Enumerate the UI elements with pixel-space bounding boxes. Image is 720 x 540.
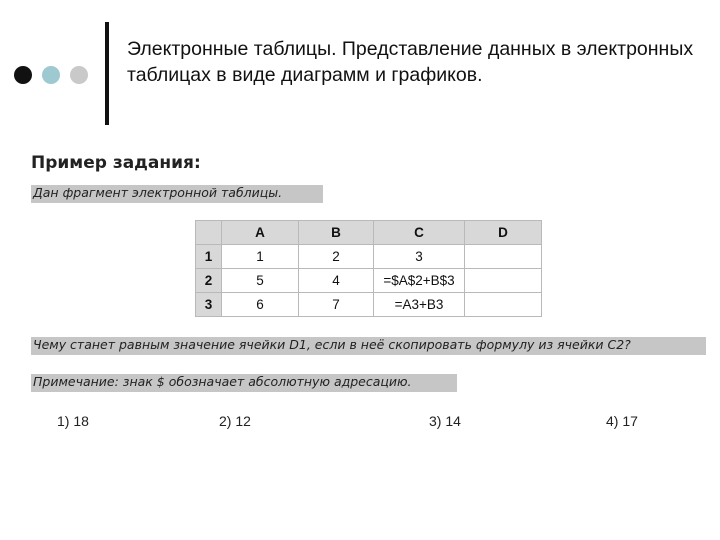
header-row [196, 221, 542, 245]
question-text: Чему станет равным значение ячейки D1, если в неё скопировать формулу из ячейки C2? [31, 337, 706, 355]
row-header-1: 1 [196, 245, 222, 269]
slide-title: Электронные таблицы. Представление данных в электронных таблицах в виде диаграмм и графиков. [127, 38, 694, 86]
dark-dot-icon [14, 66, 32, 84]
note-text: Примечание: знак $ обозначает абсолютную адресацию. [31, 374, 457, 392]
cell-d3 [465, 293, 542, 317]
column-header-d: D [465, 221, 542, 245]
column-header-b: B [299, 221, 374, 245]
column-header-c: C [374, 221, 465, 245]
answer-option-2: 2) 12 [219, 413, 251, 429]
table-row [196, 269, 542, 293]
cell-a1: 1 [222, 245, 299, 269]
column-header-a: A [222, 221, 299, 245]
given-text: Дан фрагмент электронной таблицы. [31, 185, 323, 203]
cell-b2: 4 [299, 269, 374, 293]
cell-b1: 2 [299, 245, 374, 269]
cell-c1: 3 [374, 245, 465, 269]
cell-a2: 5 [222, 269, 299, 293]
corner-cell [196, 221, 222, 245]
teal-dot-icon [42, 66, 60, 84]
answer-option-4: 4) 17 [606, 413, 638, 429]
title-divider [105, 22, 109, 125]
row-header-2: 2 [196, 269, 222, 293]
spreadsheet-fragment [195, 220, 542, 317]
cell-d1 [465, 245, 542, 269]
cell-c3: =A3+B3 [374, 293, 465, 317]
gray-dot-icon [70, 66, 88, 84]
table-row [196, 245, 542, 269]
row-header-3: 3 [196, 293, 222, 317]
answer-option-1: 1) 18 [57, 413, 89, 429]
cell-a3: 6 [222, 293, 299, 317]
cell-b3: 7 [299, 293, 374, 317]
table-row [196, 293, 542, 317]
cell-c2: =$A$2+B$3 [374, 269, 465, 293]
cell-d2 [465, 269, 542, 293]
example-heading: Пример задания: [31, 153, 201, 173]
answer-option-3: 3) 14 [429, 413, 461, 429]
